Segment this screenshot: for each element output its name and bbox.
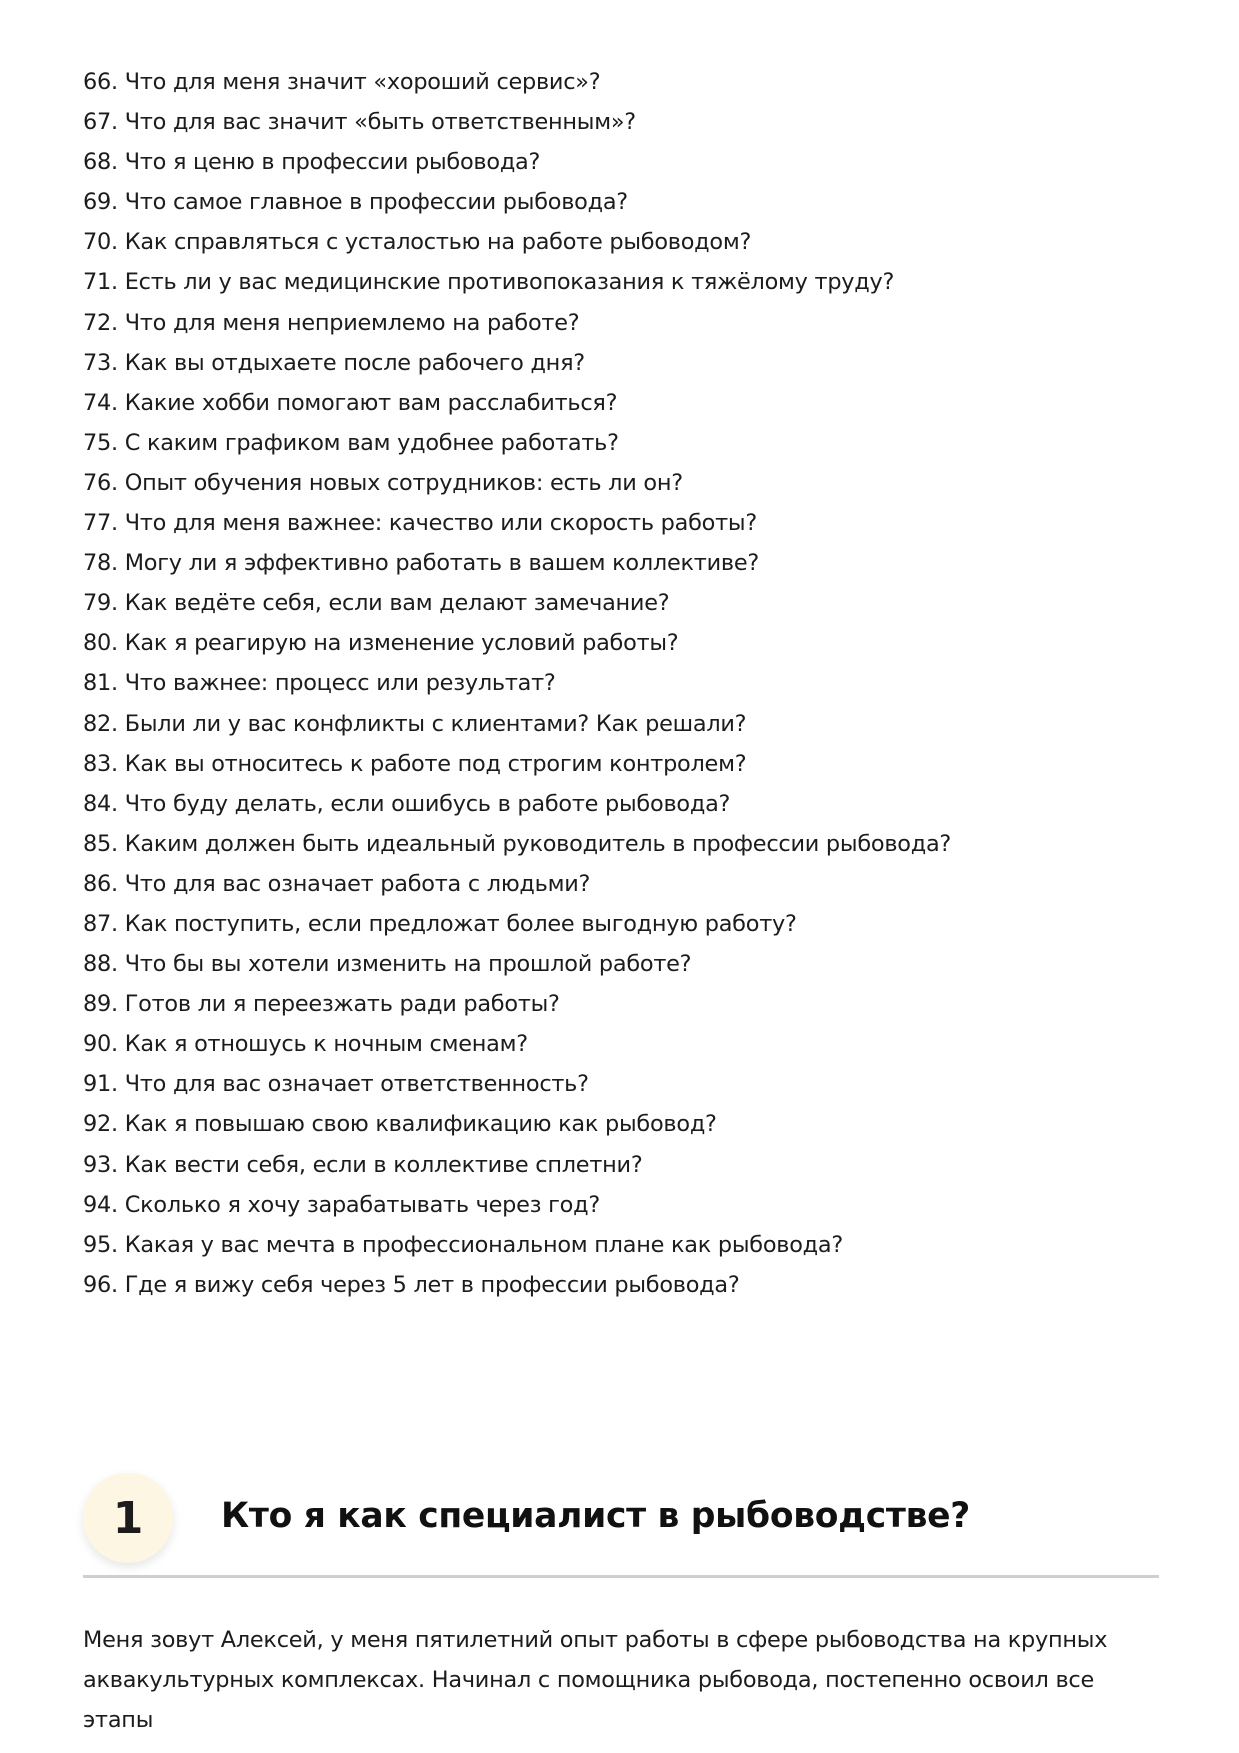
question-item [83, 824, 1159, 864]
question-text: С каким графиком вам удобнее работать? [124, 429, 619, 456]
question-number: 70. [83, 229, 118, 256]
question-text: Есть ли у вас медицинские противопоказания к тяжёлому труду? [124, 269, 895, 296]
question-item [83, 904, 1159, 944]
question-text: Как вы отдыхаете после рабочего дня? [124, 349, 585, 376]
question-number: 91. [83, 1071, 118, 1098]
question-item [83, 1145, 1159, 1185]
question-item [83, 303, 1159, 343]
question-text: Как поступить, если предложат более выгодную работу? [124, 910, 797, 937]
question-item [83, 1225, 1159, 1265]
question-text: Что важнее: процесс или результат? [124, 670, 556, 697]
question-number: 75. [83, 429, 118, 456]
question-text: Как вести себя, если в коллективе сплетни? [124, 1151, 643, 1178]
question-number: 96. [83, 1271, 118, 1298]
question-number: 74. [83, 389, 118, 416]
question-item [83, 583, 1159, 623]
question-number: 95. [83, 1231, 118, 1258]
question-item [83, 663, 1159, 703]
question-text: Что я ценю в профессии рыбовода? [124, 149, 541, 176]
question-item [83, 984, 1159, 1024]
question-item [83, 623, 1159, 663]
question-text: Что бы вы хотели изменить на прошлой работе? [124, 951, 692, 978]
question-item [83, 1064, 1159, 1104]
question-item [83, 423, 1159, 463]
question-text: Что буду делать, если ошибусь в работе рыбовода? [124, 790, 731, 817]
question-text: Как вы относитесь к работе под строгим контролем? [124, 750, 747, 777]
answer-section [83, 1468, 1159, 1733]
question-text: Что для меня значит «хороший сервис»? [124, 69, 601, 95]
question-number: 69. [83, 189, 118, 216]
question-item [83, 262, 1159, 302]
question-number: 85. [83, 830, 118, 857]
question-number: 72. [83, 309, 118, 336]
question-number: 89. [83, 991, 118, 1018]
section-title: Кто я как специалист в рыбоводстве? [221, 1496, 970, 1536]
question-text: Какие хобби помогают вам расслабиться? [124, 389, 618, 416]
question-number: 87. [83, 910, 118, 937]
question-item [83, 222, 1159, 262]
question-number: 88. [83, 951, 118, 978]
question-text: Как справляться с усталостью на работе рыбоводом? [124, 229, 752, 256]
question-number: 66. [83, 69, 118, 95]
question-text: Готов ли я переезжать ради работы? [124, 991, 560, 1018]
section-intro-text: Меня зовут Алексей, у меня пятилетний опыт работы в сфере рыбоводства на крупных аквакультурных комплексах. Начинал с помощника рыбовода, постепенно освоил все этапы [83, 1627, 1108, 1733]
question-number: 78. [83, 550, 118, 577]
question-list [83, 62, 1159, 1305]
question-text: Где я вижу себя через 5 лет в профессии рыбовода? [124, 1271, 740, 1298]
question-number: 86. [83, 870, 118, 897]
question-item [83, 343, 1159, 383]
question-item [83, 182, 1159, 222]
question-number: 67. [83, 109, 118, 136]
question-item [83, 944, 1159, 984]
question-text: Что для меня неприемлемо на работе? [124, 309, 580, 336]
question-number: 79. [83, 590, 118, 617]
question-item [83, 704, 1159, 744]
question-text: Опыт обучения новых сотрудников: есть ли он? [124, 469, 683, 496]
question-text: Что для меня важнее: качество или скорость работы? [124, 510, 757, 537]
question-text: Как я реагирую на изменение условий работы? [124, 630, 679, 657]
question-number: 80. [83, 630, 118, 657]
question-number: 92. [83, 1111, 118, 1138]
question-number: 71. [83, 269, 118, 296]
question-text: Что для вас означает ответственность? [124, 1071, 589, 1098]
step-number-badge: 1 [83, 1473, 173, 1563]
question-item [83, 1185, 1159, 1225]
question-text: Как ведёте себя, если вам делают замечание? [124, 590, 670, 617]
question-list-container [83, 62, 1159, 1305]
section-header [83, 1468, 1159, 1578]
question-number: 73. [83, 349, 118, 376]
question-item [83, 1104, 1159, 1144]
question-text: Были ли у вас конфликты с клиентами? Как решали? [124, 710, 747, 737]
question-item [83, 503, 1159, 543]
question-number: 84. [83, 790, 118, 817]
question-number: 93. [83, 1151, 118, 1178]
question-number: 68. [83, 149, 118, 176]
question-item [83, 1024, 1159, 1064]
question-text: Какая у вас мечта в профессиональном плане как рыбовода? [124, 1231, 844, 1258]
question-number: 82. [83, 710, 118, 737]
question-number: 81. [83, 670, 118, 697]
question-number: 90. [83, 1031, 118, 1058]
question-number: 77. [83, 510, 118, 537]
question-item [83, 102, 1159, 142]
question-text: Что самое главное в профессии рыбовода? [124, 189, 628, 216]
question-number: 76. [83, 469, 118, 496]
question-item [83, 744, 1159, 784]
question-text: Что для вас значит «быть ответственным»? [124, 109, 636, 136]
question-text: Сколько я хочу зарабатывать через год? [124, 1191, 601, 1218]
question-item [83, 784, 1159, 824]
question-text: Как я повышаю свою квалификацию как рыбовод? [124, 1111, 717, 1138]
question-item [83, 543, 1159, 583]
question-text: Что для вас означает работа с людьми? [124, 870, 591, 897]
question-item [83, 62, 1159, 102]
question-number: 83. [83, 750, 118, 777]
question-text: Могу ли я эффективно работать в вашем коллективе? [124, 550, 759, 577]
question-text: Как я отношусь к ночным сменам? [124, 1031, 528, 1058]
question-item [83, 1265, 1159, 1305]
question-item [83, 383, 1159, 423]
question-number: 94. [83, 1191, 118, 1218]
question-item [83, 463, 1159, 503]
question-item [83, 864, 1159, 904]
question-item [83, 142, 1159, 182]
question-text: Каким должен быть идеальный руководитель в профессии рыбовода? [124, 830, 952, 857]
